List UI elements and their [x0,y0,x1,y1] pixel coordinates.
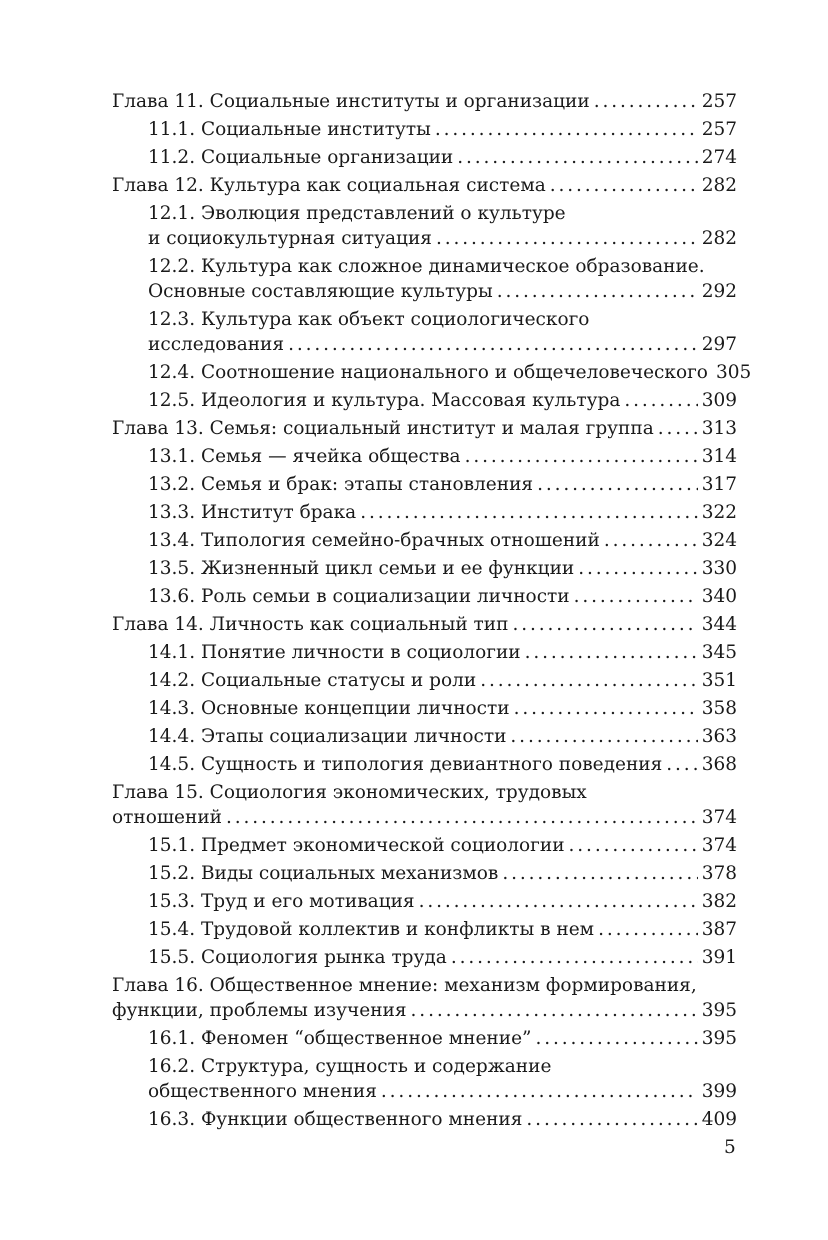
toc-page-number: 391 [701,947,737,968]
dot-leader [360,500,698,525]
toc-section-entry [112,752,737,777]
toc-entry-title: функции, проблемы изучения [112,1000,407,1021]
toc-section-entry [112,668,737,693]
toc-entry-title-line: Глава 16. Общественное мнение: механизм формирования, [112,975,697,996]
toc-entry-title: 13.6. Роль семьи в социализации личности [148,586,570,607]
toc-section-entry [112,1026,737,1051]
dot-leader [457,145,697,170]
toc-page-number: 368 [701,754,737,775]
toc-entry-title: 15.1. Предмет экономической социологии [148,835,565,856]
dot-leader [465,444,698,469]
toc-section-entry [112,1054,737,1104]
toc-section-entry [112,145,737,170]
toc-section-entry [112,556,737,581]
dot-leader [510,724,697,749]
dot-leader [226,805,698,830]
toc-entry-title: 14.4. Этапы социализации личности [148,726,507,747]
toc-page-number: 363 [701,726,737,747]
toc-section-entry [112,117,737,142]
toc-entry-title: Глава 13. Семья: социальный институт и малая группа [112,418,654,439]
dot-leader [658,416,698,441]
toc-page-number: 374 [701,835,737,856]
toc-page-number: 257 [701,119,737,140]
toc-page-number: 382 [701,891,737,912]
toc-chapter-entry [112,416,737,441]
toc-page-number: 282 [701,228,737,249]
toc-entry-title: 14.2. Социальные статусы и роли [148,670,477,691]
toc-section-entry [112,945,737,970]
toc-entry-title: 15.4. Трудовой коллектив и конфликты в нем [148,919,595,940]
toc-entry-title: и социокультурная ситуация [148,228,432,249]
toc-page-number: 257 [701,91,737,112]
toc-page-number: 330 [701,558,737,579]
toc-chapter-entry [112,973,737,1023]
toc-section-entry [112,472,737,497]
toc-page-number: 358 [701,698,737,719]
dot-leader [436,226,698,251]
toc-section-entry [112,917,737,942]
dot-leader [574,584,698,609]
toc-section-entry [112,724,737,749]
toc-entry-title: Основные составляющие культуры [148,281,493,302]
dot-leader [512,612,697,637]
toc-page-number: 345 [701,642,737,663]
dot-leader [514,696,698,721]
toc-section-entry [112,254,737,304]
page-number: 5 [724,1137,736,1158]
dot-leader [550,173,698,198]
toc-section-entry [112,444,737,469]
dot-leader [624,388,697,413]
dot-leader [480,668,697,693]
toc-entry-title: 15.5. Социология рынка труда [148,947,447,968]
dot-leader [502,861,697,886]
toc-entry-title: 16.1. Феномен “общественное мнение” [148,1028,532,1049]
dot-leader [535,1026,697,1051]
toc-entry-title: Глава 11. Социальные институты и организации [112,91,590,112]
toc-entry-title: 14.1. Понятие личности в социологии [148,642,521,663]
dot-leader [569,833,698,858]
toc-entry-title: 15.3. Труд и его мотивация [148,891,415,912]
toc-section-entry [112,696,737,721]
toc-section-entry [112,833,737,858]
toc-entry-title: 15.2. Виды социальных механизмов [148,863,499,884]
toc-page-number: 387 [701,919,737,940]
toc-entry-title: Глава 14. Личность как социальный тип [112,614,509,635]
dot-leader [666,752,697,777]
toc-section-entry [112,307,737,357]
toc-section-entry [112,640,737,665]
toc-entry-title-line: Глава 15. Социология экономических, трудовых [112,782,587,803]
toc-entry-title: 13.2. Семья и брак: этапы становления [148,474,534,495]
dot-leader [435,117,698,142]
toc-page-number: 292 [701,281,737,302]
toc-section-entry [112,201,737,251]
toc-page-number: 313 [701,418,737,439]
toc-entry-title: отношений [112,807,222,828]
toc-page-number: 322 [701,502,737,523]
toc-page-number: 399 [701,1081,737,1102]
dot-leader [526,1107,697,1132]
toc-chapter-entry [112,89,737,114]
toc-page-number: 309 [701,390,737,411]
toc-entry-title-line: 12.1. Эволюция представлений о культуре [148,203,566,224]
toc-section-entry [112,528,737,553]
toc-page-number: 324 [701,530,737,551]
toc-entry-title: 14.3. Основные концепции личности [148,698,510,719]
toc-section-entry [112,861,737,886]
dot-leader [497,279,698,304]
toc-section-entry [112,360,752,385]
toc-page-number: 297 [701,334,737,355]
dot-leader [288,332,698,357]
dot-leader [578,556,697,581]
toc-entry-title: 13.4. Типология семейно-брачных отношений [148,530,600,551]
toc-page-number: 340 [701,586,737,607]
toc-page-number: 314 [701,446,737,467]
dot-leader [451,945,698,970]
toc-entry-title: 13.5. Жизненный цикл семьи и ее функции [148,558,575,579]
toc-entry-title: исследования [148,334,285,355]
toc-entry-title-line: 12.3. Культура как объект социологического [148,309,590,330]
toc-entry-title: 11.1. Социальные институты [148,119,431,140]
toc-section-entry [112,889,737,914]
toc-entry-title: Глава 12. Культура как социальная система [112,175,546,196]
toc-chapter-entry [112,173,737,198]
toc-page-number: 409 [701,1109,737,1130]
toc-section-entry [112,500,737,525]
dot-leader [598,917,698,942]
toc-entry-title: общественного мнения [148,1081,377,1102]
toc-entry-title: 13.1. Семья — ячейка общества [148,446,461,467]
toc-page-number: 317 [701,474,737,495]
toc-chapter-entry [112,612,737,637]
toc-entry-title-line: 12.2. Культура как сложное динамическое образование. [148,256,705,277]
toc-entry-title-line: 16.2. Структура, сущность и содержание [148,1056,552,1077]
table-of-contents [112,89,752,1132]
dot-leader [381,1079,698,1104]
dot-leader [419,889,698,914]
toc-page-number: 351 [701,670,737,691]
toc-page-number: 395 [701,1000,737,1021]
dot-leader [537,472,698,497]
toc-entry-title: 12.5. Идеология и культура. Массовая культура [148,390,621,411]
toc-section-entry [112,584,737,609]
toc-page-number: 374 [701,807,737,828]
dot-leader [525,640,698,665]
dot-leader [594,89,698,114]
toc-page-number: 282 [701,175,737,196]
dot-leader [411,998,698,1023]
toc-page-number: 395 [701,1028,737,1049]
toc-entry-title: 16.3. Функции общественного мнения [148,1109,523,1130]
toc-section-entry [112,388,737,413]
toc-entry-title: 13.3. Институт брака [148,502,357,523]
toc-entry-title: 14.5. Сущность и типология девиантного поведения [148,754,663,775]
dot-leader [604,528,698,553]
toc-entry-title: 11.2. Социальные организации [148,147,454,168]
toc-page-number: 378 [701,863,737,884]
toc-page-number: 305 [715,362,752,383]
toc-section-entry [112,1107,737,1132]
toc-page-number: 274 [701,147,737,168]
toc-chapter-entry [112,780,737,830]
toc-page-number: 344 [701,614,737,635]
toc-entry-title: 12.4. Соотношение национального и общечеловеческого [148,362,708,383]
